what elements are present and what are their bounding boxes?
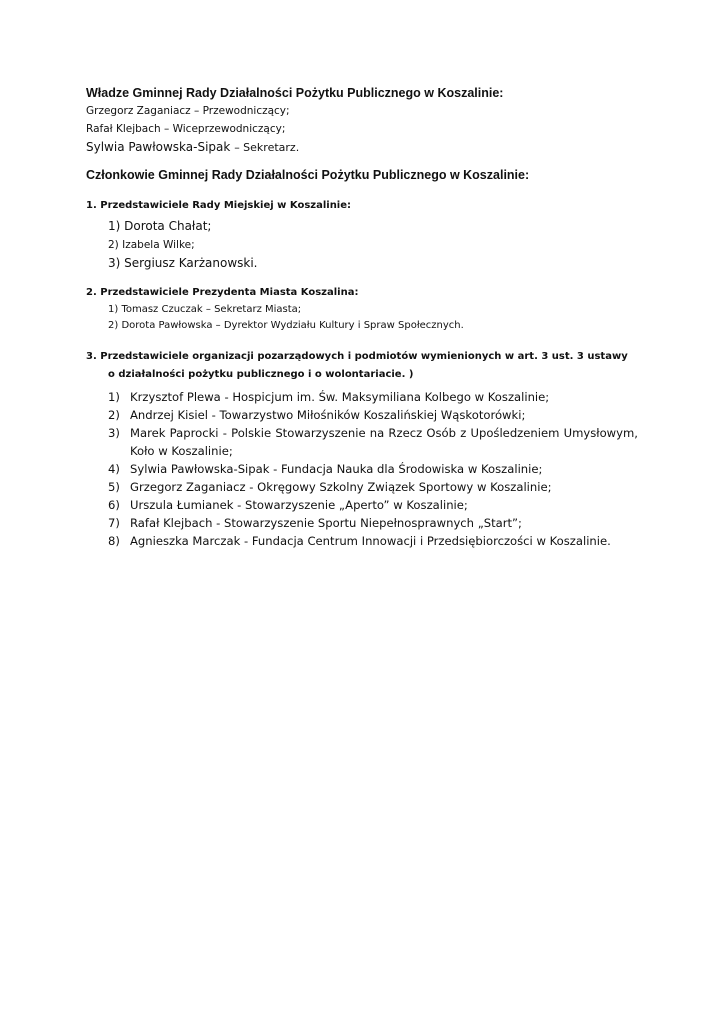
list-item [108,424,638,460]
list-item [86,120,299,138]
list-item [86,138,299,157]
item-text: Andrzej Kisiel - Towarzystwo Miłośników Koszalińskiej Wąskotorówki; [130,408,526,422]
list-item [108,532,638,550]
authority-name: Rafał Klejbach [86,123,161,135]
list-item [108,388,638,406]
section-3-heading: 3. Przedstawiciele organizacji pozarządowych i podmiotów wymienionych w art. 3 ust. 3 ustawy [86,351,628,362]
authority-role: – Sekretarz. [234,141,300,154]
list-item [86,102,299,120]
list-item: 1) Dorota Chałat; [108,219,212,233]
item-number: 4) [108,462,120,476]
authorities-list [86,102,299,157]
authorities-heading: Władze Gminnej Rady Działalności Pożytku Publicznego w Koszalinie: [86,86,504,100]
list-item [108,406,638,424]
section-3-list [108,388,638,550]
item-number: 7) [108,516,120,530]
item-text: Rafał Klejbach - Stowarzyszenie Sportu Niepełnosprawnych „Start”; [130,516,522,530]
authority-role: – Przewodniczący; [194,105,290,117]
item-text: Agnieszka Marczak - Fundacja Centrum Innowacji i Przedsiębiorczości w Koszalinie. [130,534,611,548]
item-number: 1) [108,390,120,404]
list-item [108,478,638,496]
item-text: Grzegorz Zaganiacz - Okręgowy Szkolny Związek Sportowy w Koszalinie; [130,480,552,494]
list-item [108,496,638,514]
section-2-list [108,302,464,334]
item-text: Marek Paprocki - Polskie Stowarzyszenie na Rzecz Osób z Upośledzeniem Umysłowym, Koło w Koszalinie; [130,426,638,458]
section-1-heading: 1. Przedstawiciele Rady Miejskiej w Koszalinie: [86,200,352,211]
authority-role: – Wiceprzewodniczący; [164,123,286,135]
authority-name: Grzegorz Zaganiacz [86,105,191,117]
list-item: 2) Dorota Pawłowska – Dyrektor Wydziału Kultury i Spraw Społecznych. [108,320,464,331]
list-item [108,460,638,478]
section-3-heading-continued: o działalności pożytku publicznego i o wolontariacie. ) [108,369,414,380]
list-item [108,514,638,532]
item-number: 8) [108,534,120,548]
item-number: 6) [108,498,120,512]
item-text: Sylwia Pawłowska-Sipak - Fundacja Nauka dla Środowiska w Koszalinie; [130,462,543,476]
item-number: 3) [108,426,120,440]
item-number: 2) [108,408,120,422]
list-item: 1) Tomasz Czuczak – Sekretarz Miasta; [108,304,302,315]
list-item: 3) Sergiusz Karżanowski. [108,256,258,270]
section-2-heading: 2. Przedstawiciele Prezydenta Miasta Koszalina: [86,287,359,298]
section-1-list [108,217,257,273]
authority-name: Sylwia Pawłowska-Sipak [86,140,231,154]
item-number: 5) [108,480,120,494]
members-heading: Członkowie Gminnej Rady Działalności Pożytku Publicznego w Koszalinie: [86,168,530,182]
item-text: Urszula Łumianek - Stowarzyszenie „Aperto” w Koszalinie; [130,498,468,512]
list-item: 2) Izabela Wilke; [108,238,195,251]
item-text: Krzysztof Plewa - Hospicjum im. Św. Maksymiliana Kolbego w Koszalinie; [130,390,550,404]
